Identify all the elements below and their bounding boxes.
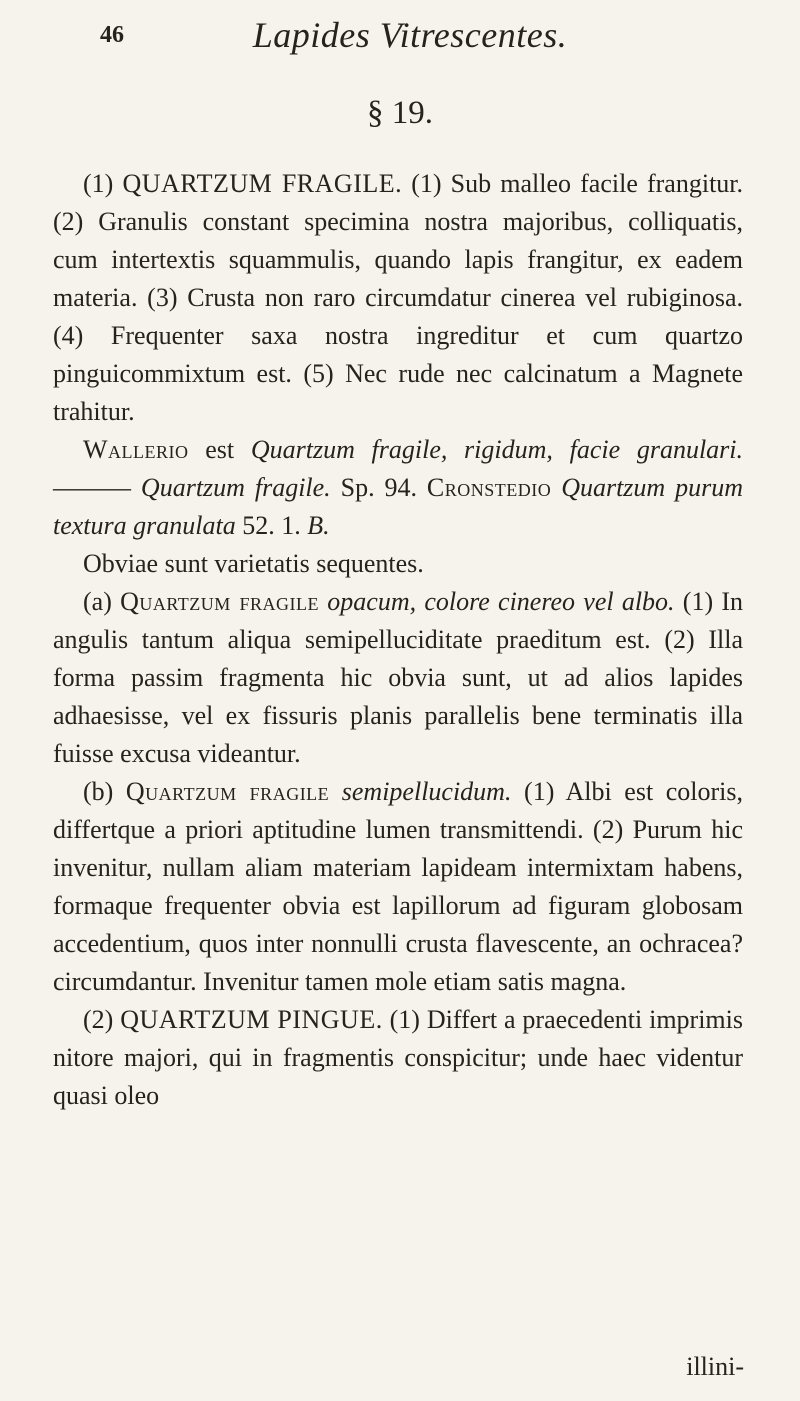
variety-label: (b): [83, 777, 114, 806]
species-title: QUARTZUM PINGUE.: [120, 1005, 383, 1034]
species-title: QUARTZUM FRAGILE.: [122, 169, 403, 198]
running-title: Lapides Vitrescentes.: [252, 15, 568, 55]
paragraph-varieties-intro: Obviae sunt varietatis sequentes.: [83, 549, 424, 578]
reference: Sp. 94.: [340, 473, 417, 502]
author-name: Wallerio: [83, 435, 189, 464]
synonym-name: Quartzum fragile, rigidum, facie granulari.: [250, 435, 744, 464]
species-description: (1) Differt a praecedenti imprimis nitore majori, qui in fragmentis conspicitur; unde haec videntur quasi oleo: [53, 1005, 743, 1110]
species-number: (2): [83, 1005, 114, 1034]
page-number: 46: [100, 22, 124, 48]
catchword: illini-: [686, 1352, 744, 1381]
variety-name: semipellucidum.: [341, 777, 512, 806]
variety-name: opacum, colore cinereo vel albo.: [327, 587, 675, 616]
variety-title: Quartzum fragile: [120, 587, 320, 616]
variety-description: (1) In angulis tantum aliqua semipelluciditate praeditum est. (2) Illa forma passim fragmenta hic obvia sunt, ut ad alios lapides adhaesisse, vel ex fissuris planis parallelis bene terminatis illa fuisse excusa videantur.: [53, 587, 744, 768]
synonym-name: Quartzum fragile.: [140, 473, 331, 502]
variety-title: Quartzum fragile: [125, 777, 330, 806]
species-number: (1): [83, 169, 114, 198]
reference: 52. 1.: [242, 511, 301, 540]
section-heading: § 19.: [367, 95, 433, 131]
page-header: [100, 10, 720, 70]
paragraph-synonyms: [53, 431, 743, 545]
paragraph-quartzum-pingue: [53, 1001, 743, 1115]
body-text: [53, 165, 743, 1115]
synonym-name: Quartzum purum textura granulata: [53, 473, 744, 540]
paragraph-quartzum-fragile: [53, 165, 743, 431]
reference-letter: B.: [307, 511, 330, 540]
species-description: (1) Sub malleo facile frangitur. (2) Granulis constant specimina nostra majoribus, colliquatis, cum intertextis squammulis, quando lapis frangitur, ex eadem materia. (3) Crusta non raro circumdatur cinerea vel rubiginosa. (4) Frequenter saxa nostra ingreditur et cum quartzo pinguicommixtum est. (5) Nec rude nec calcinatum a Magnete trahitur.: [53, 169, 744, 426]
author-name: Cronstedio: [426, 473, 552, 502]
paragraph-variety-a: [53, 583, 743, 773]
paragraph-variety-b: [53, 773, 743, 1001]
dash: ———: [53, 473, 131, 502]
connector-word: est: [205, 435, 235, 464]
variety-label: (a): [83, 587, 112, 616]
variety-description: (1) Albi est coloris, differtque a priori aptitudine lumen transmittendi. (2) Purum hic invenitur, nullam aliam materiam lapideam intermixtam habens, formaque frequenter obvia est lapillorum ad figuram globosam accedentium, quos inter nonnulli crusta flavescente, an ochracea? circumdantur. Invenitur tamen mole etiam satis magna.: [53, 777, 744, 996]
